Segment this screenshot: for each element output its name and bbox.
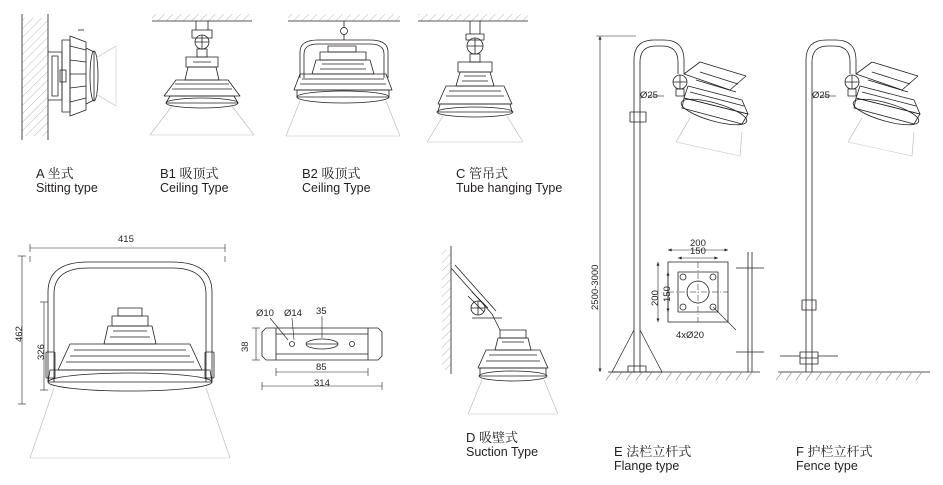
dim-front-height-total: 462 <box>14 326 25 342</box>
label-type-f: F 护栏立杆式 Fence type <box>796 444 873 473</box>
figure-a-sitting-type <box>22 14 116 140</box>
dim-flange-inner-height: 150 <box>662 286 673 302</box>
label-type-d: D 吸壁式 Suction Type <box>466 430 539 459</box>
dim-flange-outer-width: 200 <box>690 238 706 249</box>
figure-d-suction-type <box>442 246 558 414</box>
dim-front-height-body: 326 <box>36 344 47 360</box>
dim-hole-large: Ø14 <box>284 308 302 319</box>
figure-e-flange-type <box>596 36 760 380</box>
dim-hole-small: Ø10 <box>256 308 274 319</box>
dim-front-width: 415 <box>118 234 134 245</box>
label-type-c: C 管吊式 Tube hanging Type <box>456 166 563 195</box>
figure-flange-plate-detail <box>658 250 764 372</box>
label-type-b2: B2 吸顶式 Ceiling Type <box>302 166 371 195</box>
dim-side-length: 314 <box>314 378 330 389</box>
figure-f-fence-type <box>776 40 930 380</box>
label-type-b1: B1 吸顶式 Ceiling Type <box>160 166 229 195</box>
dim-side-offset: 35 <box>316 306 327 317</box>
label-type-a: A 坐式 Sitting type <box>36 166 98 195</box>
label-type-e: E 法栏立杆式 Flange type <box>614 444 692 473</box>
dim-pole-height: 2500-3000 <box>590 264 601 310</box>
figure-b2-ceiling-type <box>286 14 400 136</box>
figure-b1-ceiling-type <box>150 14 254 135</box>
dim-side-height: 38 <box>240 341 251 352</box>
dim-tube-diameter-f: Ø25 <box>812 90 830 101</box>
figure-front-view <box>18 244 230 458</box>
dim-flange-outer-height: 200 <box>650 290 661 306</box>
figure-c-tube-hanging-type <box>418 14 528 142</box>
dim-side-inner: 85 <box>316 362 327 373</box>
dim-flange-inner-width: 150 <box>690 246 706 257</box>
dim-flange-holes: 4xØ20 <box>676 330 704 341</box>
dim-tube-diameter-e: Ø25 <box>640 90 658 101</box>
